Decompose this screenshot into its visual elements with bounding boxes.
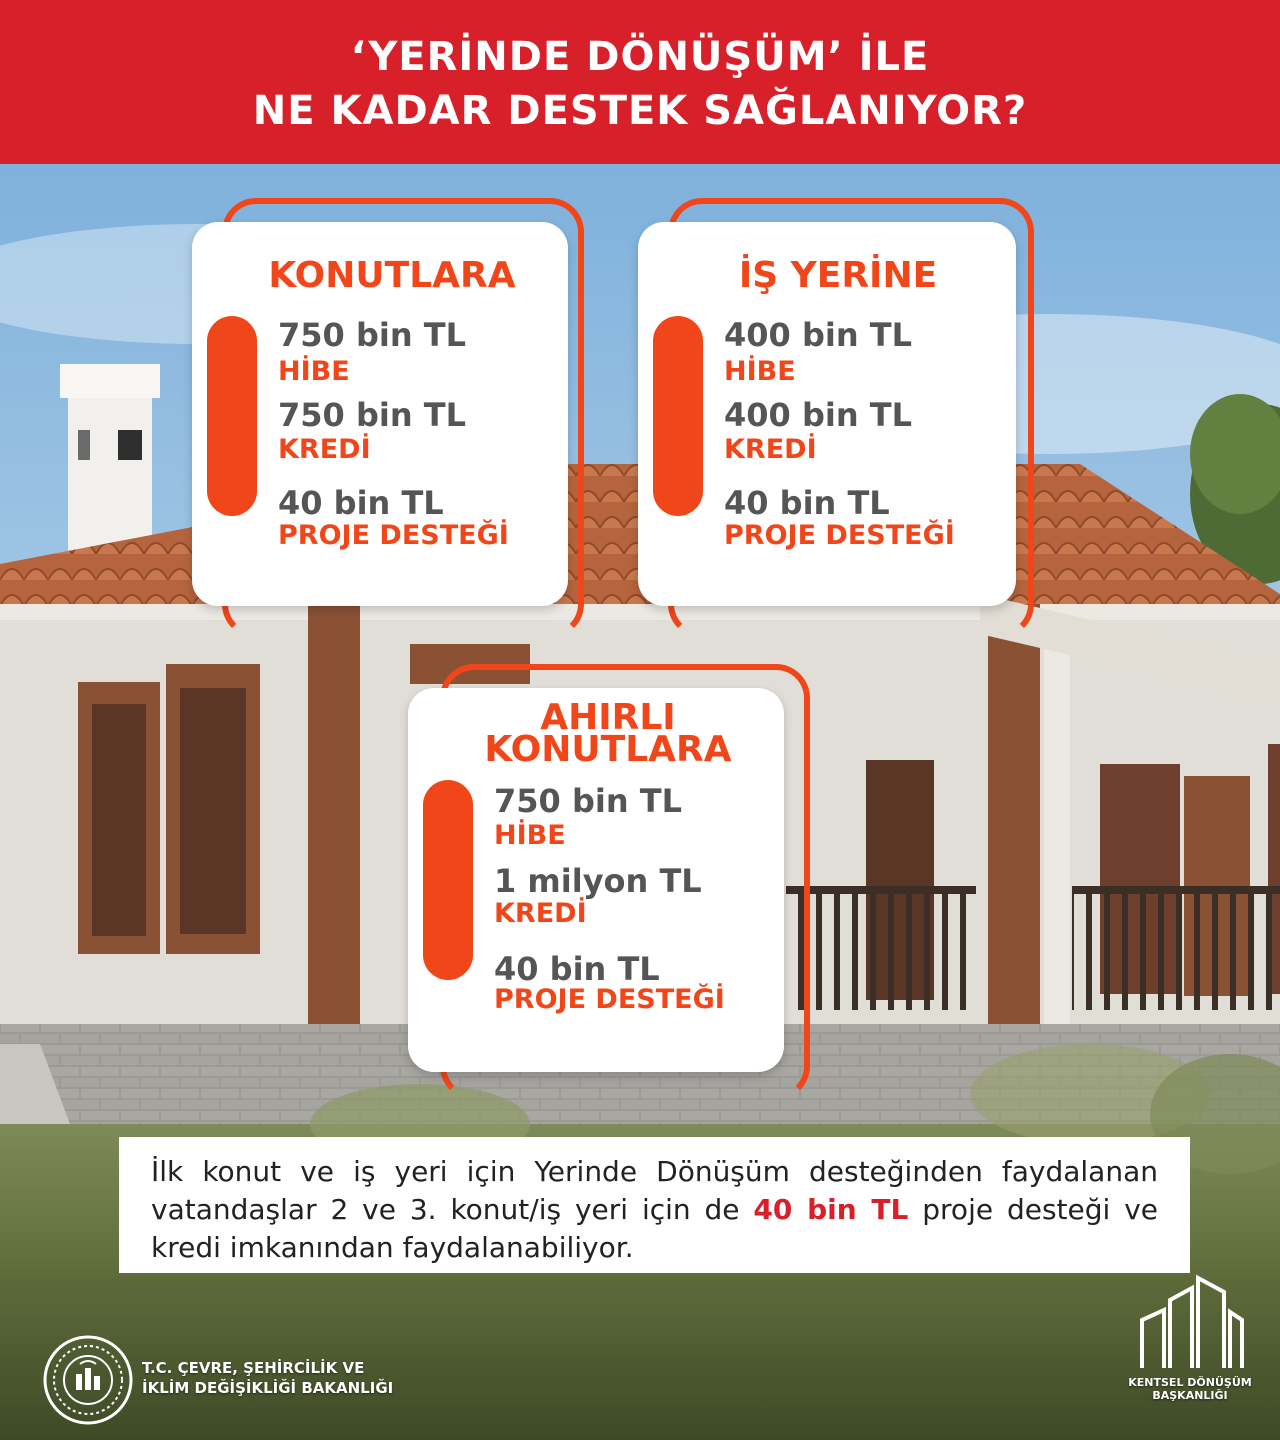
card-konutlara-amount-1: 750 bin TL <box>278 316 466 354</box>
kentsel-donusum-name <box>1128 1376 1252 1402</box>
card-is-yerine-title: İŞ YERİNE <box>738 255 938 296</box>
card-isyeri-pill <box>653 316 703 516</box>
ministry-name <box>142 1358 393 1398</box>
card-ahirli-label-1: HİBE <box>494 820 566 851</box>
title-line-2: NE KADAR DESTEK SAĞLANIYOR? <box>252 88 1028 134</box>
info-note-text-before: İlk konut ve iş yeri için Yerinde Dönüşüm desteğinden faydalanan vatandaşlar 2 ve 3. konut/iş yeri için de <box>151 1155 1158 1226</box>
kentsel-donusum-line-1: KENTSEL DÖNÜŞÜM <box>1128 1376 1252 1389</box>
kentsel-donusum-line-2: BAŞKANLIĞI <box>1152 1389 1228 1402</box>
card-ahirli-amount-3: 40 bin TL <box>494 950 660 988</box>
title-line-1: ‘YERİNDE DÖNÜŞÜM’ İLE <box>350 34 930 80</box>
card-ahirli-amount-2: 1 milyon TL <box>494 862 702 900</box>
card-ahirli-amount-1: 750 bin TL <box>494 782 682 820</box>
card-konutlara-label-3: PROJE DESTEĞİ <box>278 520 509 551</box>
info-note-highlight: 40 bin TL <box>753 1193 909 1226</box>
card-ahirli-pill <box>423 780 473 980</box>
card-konutlara-amount-3: 40 bin TL <box>278 484 444 522</box>
card-is-yerine-amount-1: 400 bin TL <box>724 316 912 354</box>
kentsel-donusum-logo-icon <box>1134 1274 1246 1370</box>
card-konut-pill <box>207 316 257 516</box>
card-konutlara-amount-2: 750 bin TL <box>278 396 466 434</box>
card-is-yerine-amount-3: 40 bin TL <box>724 484 890 522</box>
ministry-name-line-2: İKLİM DEĞİŞİKLİĞİ BAKANLIĞI <box>142 1379 394 1397</box>
card-is-yerine-label-3: PROJE DESTEĞİ <box>724 520 955 551</box>
ministry-seal-icon <box>42 1334 134 1426</box>
card-ahirli-title-line-2: KONUTLARA <box>484 729 732 770</box>
card-konutlara-label-1: HİBE <box>278 356 350 387</box>
card-konutlara-label-2: KREDİ <box>278 434 371 465</box>
card-is-yerine-label-2: KREDİ <box>724 434 817 465</box>
info-note <box>119 1137 1190 1273</box>
title-banner <box>0 0 1280 164</box>
card-ahirli-title-line-1: AHIRLI <box>540 697 676 738</box>
card-ahirli-label-2: KREDİ <box>494 898 587 929</box>
info-note-text-after: proje desteği ve kredi imkanından faydalanabiliyor. <box>151 1193 1158 1264</box>
card-konutlara-title: KONUTLARA <box>268 255 516 296</box>
card-is-yerine-amount-2: 400 bin TL <box>724 396 912 434</box>
card-ahirli-label-3: PROJE DESTEĞİ <box>494 984 725 1015</box>
card-is-yerine-label-1: HİBE <box>724 356 796 387</box>
ministry-name-line-1: T.C. ÇEVRE, ŞEHİRCİLİK VE <box>142 1359 365 1377</box>
